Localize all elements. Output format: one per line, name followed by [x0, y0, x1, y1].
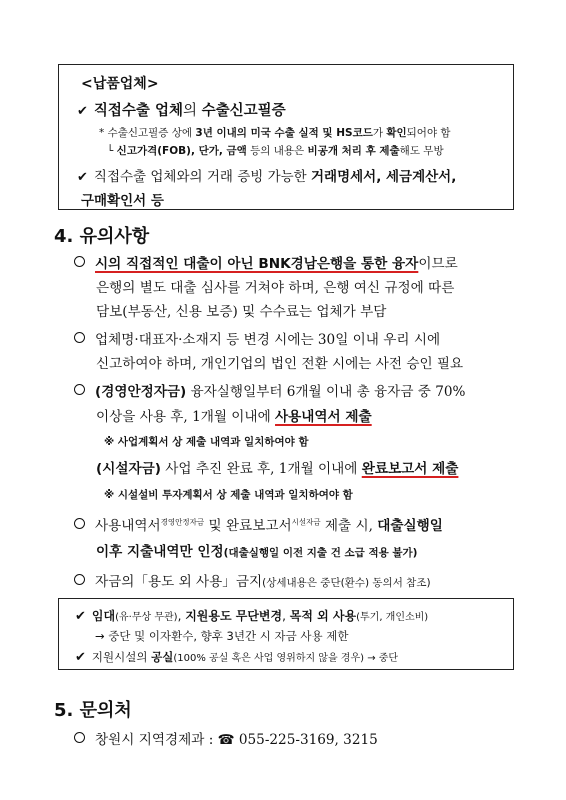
check-icon: ✔: [75, 650, 86, 665]
sanction-line-2: → 중단 및 이자환수, 향후 3년간 시 자금 사용 제한: [95, 629, 349, 643]
supplier-item-transaction-docs: ✔ 직접수출 업체와의 거래 증빙 가능한 거래명세서, 세금계산서,: [77, 169, 457, 185]
supplier-box-title: <납품업체>: [81, 76, 159, 92]
sanctions-box: [58, 598, 514, 670]
notice-change-report: 업체명·대표자·소재지 등 변경 시에는 30일 이내 우리 시에: [74, 328, 440, 348]
check-icon: ✔: [75, 609, 86, 624]
notice-loan-via-bank-l2: 은행의 별도 대출 심사를 거쳐야 하며, 은행 여신 규정에 따른: [96, 280, 455, 296]
notice-loan-via-bank: 시의 직접적인 대출이 아닌 BNK경남은행을 통한 융자이므로: [74, 252, 458, 272]
supplier-note-2: └ 신고가격(FOB), 단가, 금액 등의 내용은 비공개 처리 후 제출해도 무방: [107, 145, 444, 157]
notice-expense-recognition: 사용내역서$^{경영안정자금}$ 및 완료보고서$^{시설자금}$ 제출 시, 대출실행일: [74, 514, 443, 534]
section-4-heading: 4. 유의사항: [54, 226, 150, 247]
phone-icon: ☎: [217, 732, 235, 748]
notice-management-fund-note: ※ 사업계획서 상 제출 내역과 일치하여야 함: [104, 436, 309, 448]
notice-change-report-l2: 신고하여야 하며, 개인기업의 법인 전환 시에는 사전 승인 필요: [96, 356, 464, 372]
supplier-note-1: * 수출신고필증 상에 3년 이내의 미국 수출 실적 및 HS코드가 확인되어야 함: [99, 127, 451, 139]
contact-line: 창원시 지역경제과 : ☎ 055-225-3169, 3215: [74, 728, 378, 748]
notice-facility-fund: (시설자금) 사업 추진 완료 후, 1개월 이내에 완료보고서 제출: [96, 461, 459, 477]
notice-expense-recognition-l2: 이후 지출내역만 인정(대출실행일 이전 지출 건 소급 적용 불가): [96, 544, 418, 560]
bullet-circle-icon: [74, 732, 85, 743]
check-icon: ✔: [77, 104, 88, 119]
bullet-circle-icon: [74, 518, 85, 529]
sanction-line-1: ✔ 임대(유·무상 무관), 지원용도 무단변경, 목적 외 사용(투기, 개인소비): [75, 609, 429, 624]
bullet-circle-icon: [74, 574, 85, 585]
sanction-line-3: ✔ 지원시설의 공실(100% 공실 혹은 사업 영위하지 않을 경우) → 중단: [75, 650, 399, 665]
bullet-circle-icon: [74, 256, 85, 267]
supplier-requirements-box: [58, 64, 514, 210]
notice-facility-fund-note: ※ 시설설비 투자계획서 상 제출 내역과 일치하여야 함: [104, 489, 353, 501]
notice-management-fund: (경영안정자금) 융자실행일부터 6개월 이내 총 융자금 중 70%: [74, 380, 465, 400]
notice-loan-via-bank-l3: 담보(부동산, 신용 보증) 및 수수료는 업체가 부담: [96, 304, 387, 320]
supplier-item-transaction-docs-cont: 구매확인서 등: [81, 193, 164, 209]
supplier-item-export-certificate: ✔ 직접수출 업체의 수출신고필증: [77, 103, 286, 119]
notice-misuse-prohibited: 자금의「용도 외 사용」금지(상세내용은 중단(환수) 동의서 참조): [74, 570, 431, 590]
bullet-circle-icon: [74, 384, 85, 395]
bullet-circle-icon: [74, 332, 85, 343]
section-5-heading: 5. 문의처: [54, 700, 132, 721]
check-icon: ✔: [77, 170, 88, 185]
notice-management-fund-l2: 이상을 사용 후, 1개월 이내에 사용내역서 제출: [96, 409, 372, 425]
